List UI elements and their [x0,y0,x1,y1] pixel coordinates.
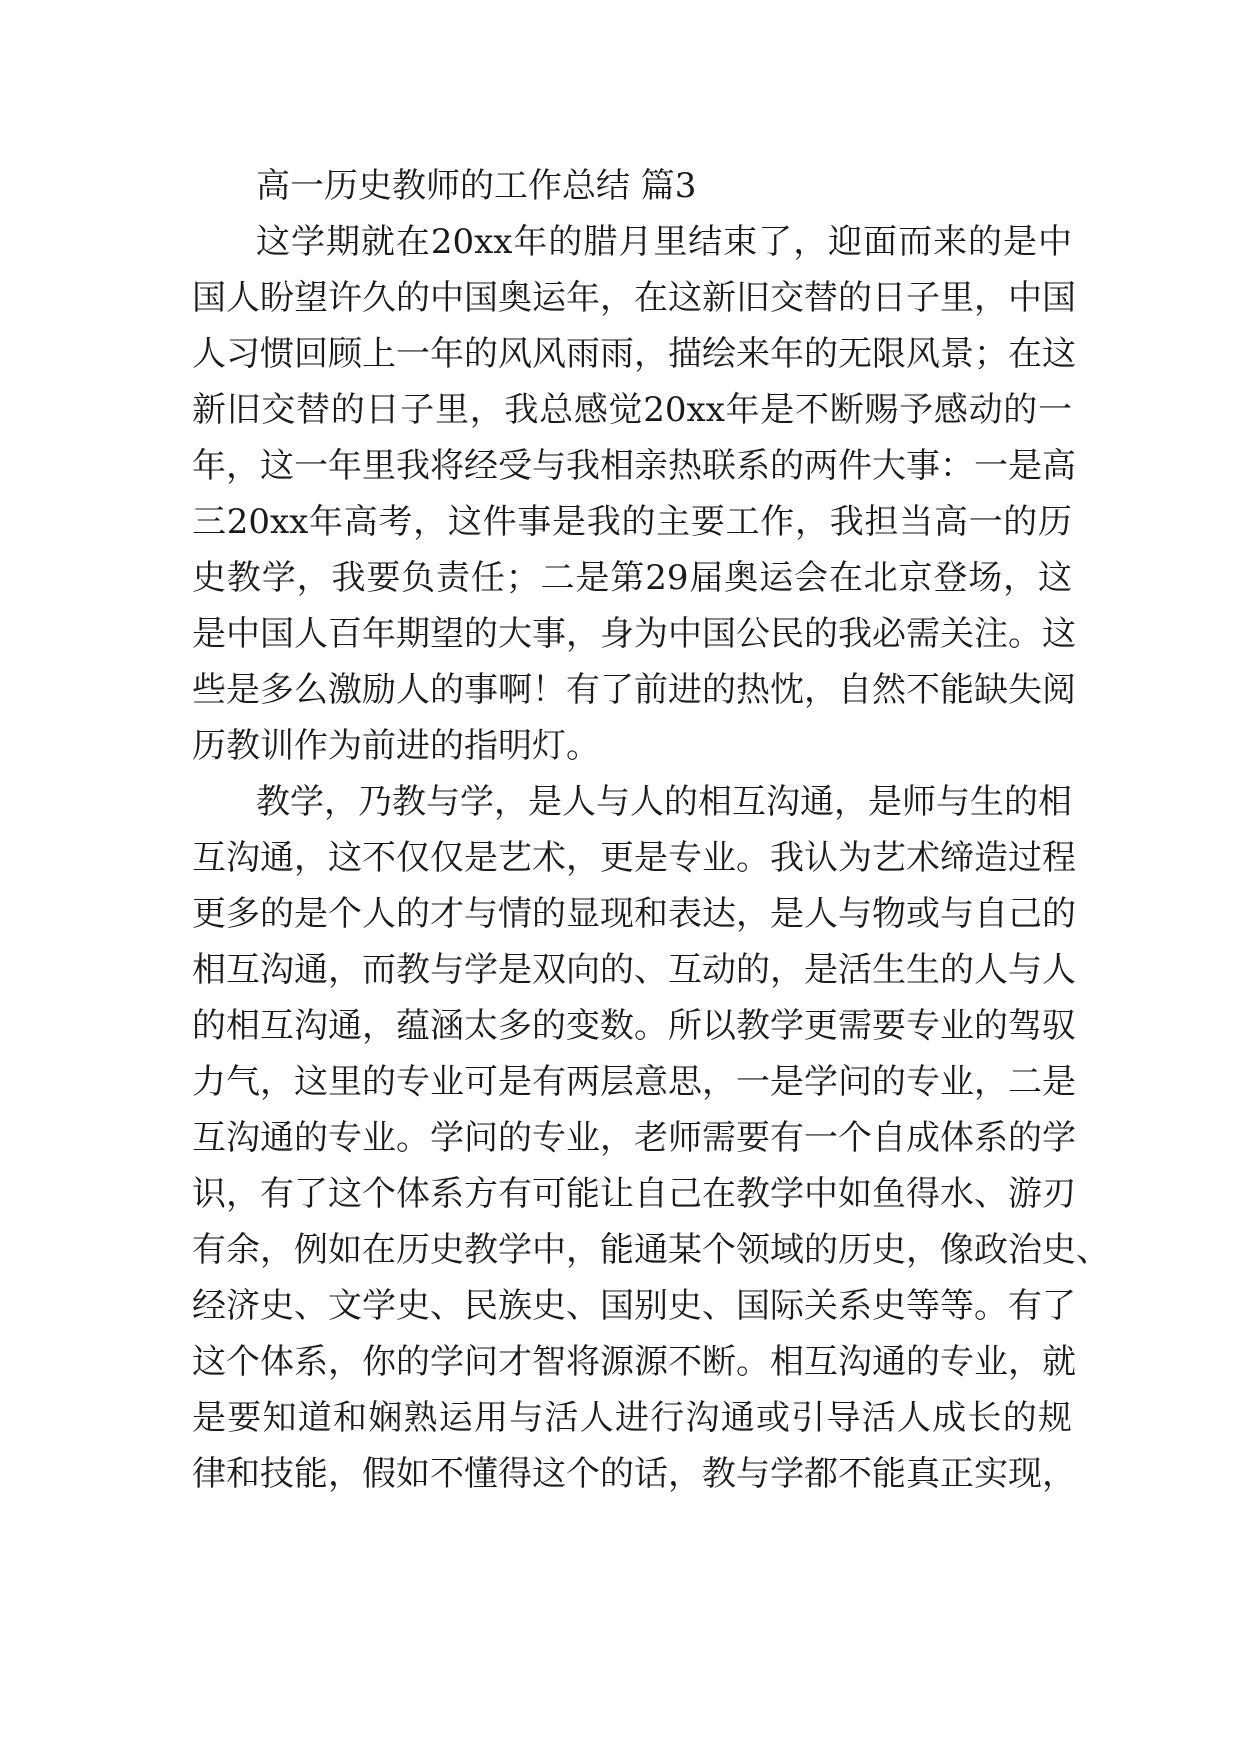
text-line: 力气，这里的专业可是有两层意思，一是学问的专业，二是 [192,1062,1076,1102]
text-line: 人习惯回顾上一年的风风雨雨，描绘来年的无限风景；在这 [192,334,1076,374]
text-line: 些是多么激励人的事啊！有了前进的热忱，自然不能缺失阅 [192,670,1076,710]
paragraph-2 [192,774,1110,1502]
text-line: 识，有了这个体系方有可能让自己在教学中如鱼得水、游刃 [192,1174,1076,1214]
text-line: 史教学，我要负责任；二是第29届奥运会在北京登场，这 [192,558,1072,598]
text-line: 这学期就在20xx年的腊月里结束了，迎面而来的是中 [256,222,1072,262]
text-line: 国人盼望许久的中国奥运年，在这新旧交替的日子里，中国 [192,278,1076,318]
text-line: 是要知道和娴熟运用与活人进行沟通或引导活人成长的规 [192,1398,1072,1438]
text-line: 是中国人百年期望的大事，身为中国公民的我必需关注。这 [192,614,1076,654]
text-line: 的相互沟通，蕴涵太多的变数。所以教学更需要专业的驾驭 [192,1006,1076,1046]
text-line: 年，这一年里我将经受与我相亲热联系的两件大事：一是高 [192,446,1076,486]
text-line: 三20xx年高考，这件事是我的主要工作，我担当高一的历 [192,502,1072,542]
document-title: 高一历史教师的工作总结 篇3 [256,166,697,206]
text-line: 更多的是个人的才与情的显现和表达，是人与物或与自己的 [192,894,1076,934]
document-body [192,158,1110,1502]
text-line: 这个体系，你的学问才智将源源不断。相互沟通的专业，就 [192,1342,1076,1382]
text-line: 历教训作为前进的指明灯。 [192,726,600,766]
text-line: 互沟通，这不仅仅是艺术，更是专业。我认为艺术缔造过程 [192,838,1076,878]
paragraph-1 [192,214,1076,774]
text-line: 有余，例如在历史教学中，能通某个领域的历史，像政治史、 [192,1230,1110,1270]
text-line: 新旧交替的日子里，我总感觉20xx年是不断赐予感动的一 [192,390,1072,430]
text-line: 互沟通的专业。学问的专业，老师需要有一个自成体系的学 [192,1118,1076,1158]
text-line: 相互沟通，而教与学是双向的、互动的，是活生生的人与人 [192,950,1076,990]
text-line: 律和技能，假如不懂得这个的话，教与学都不能真正实现， [192,1454,1076,1494]
text-line: 教学，乃教与学，是人与人的相互沟通，是师与生的相 [256,782,1072,822]
text-line: 经济史、文学史、民族史、国别史、国际关系史等等。有了 [192,1286,1076,1326]
